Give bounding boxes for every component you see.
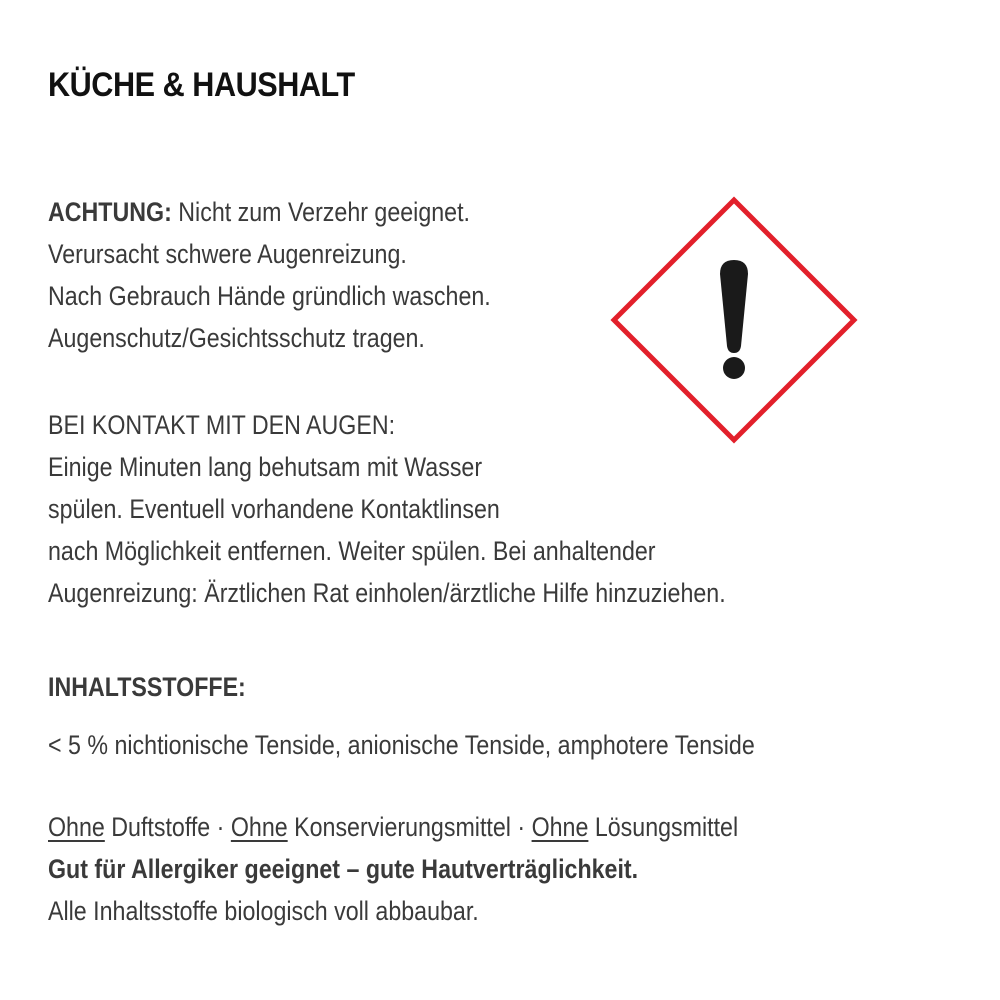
eye-contact-line-2: spülen. Eventuell vorhandene Kontaktlinsen xyxy=(48,494,500,524)
free-of-line xyxy=(48,806,738,848)
warning-section xyxy=(48,191,491,359)
eye-contact-line-3: nach Möglichkeit entfernen. Weiter spülen. Bei anhaltender xyxy=(48,536,656,566)
exclamation-dot xyxy=(723,357,745,379)
free-of-solvents: Lösungsmittel xyxy=(588,812,739,842)
free-of-preservatives: Konservierungsmittel · xyxy=(287,812,532,842)
page-title: KÜCHE & HAUSHALT xyxy=(48,66,355,104)
warning-line-4: Augenschutz/Gesichtsschutz tragen. xyxy=(48,323,425,353)
ingredients-text: < 5 % nichtionische Tenside, anionische Tenside, amphotere Tenside xyxy=(48,730,755,760)
eye-contact-heading: BEI KONTAKT MIT DEN AUGEN: xyxy=(48,410,396,440)
warning-line-1 xyxy=(48,191,491,233)
biodegradable-note: Alle Inhaltsstoffe biologisch voll abbaubar. xyxy=(48,896,479,926)
warning-line-3: Nach Gebrauch Hände gründlich waschen. xyxy=(48,281,491,311)
warning-label: ACHTUNG: xyxy=(48,197,172,227)
warning-line-2: Verursacht schwere Augenreizung. xyxy=(48,239,407,269)
eye-contact-line-4: Augenreizung: Ärztlichen Rat einholen/ärztliche Hilfe hinzuziehen. xyxy=(48,578,726,608)
free-of-section xyxy=(48,806,738,932)
eye-contact-section xyxy=(48,404,726,614)
free-of-fragrance: Duftstoffe · xyxy=(104,812,231,842)
ohne-label-2: Ohne xyxy=(230,812,288,842)
warning-text-1: Nicht zum Verzehr geeignet. xyxy=(171,197,470,227)
ingredients-heading: INHALTSSTOFFE: xyxy=(48,672,246,702)
allergy-note: Gut für Allergiker geeignet – gute Hautverträglichkeit. xyxy=(48,854,639,884)
ohne-label-3: Ohne xyxy=(531,812,589,842)
eye-contact-line-1: Einige Minuten lang behutsam mit Wasser xyxy=(48,452,483,482)
ohne-label-1: Ohne xyxy=(48,812,105,842)
